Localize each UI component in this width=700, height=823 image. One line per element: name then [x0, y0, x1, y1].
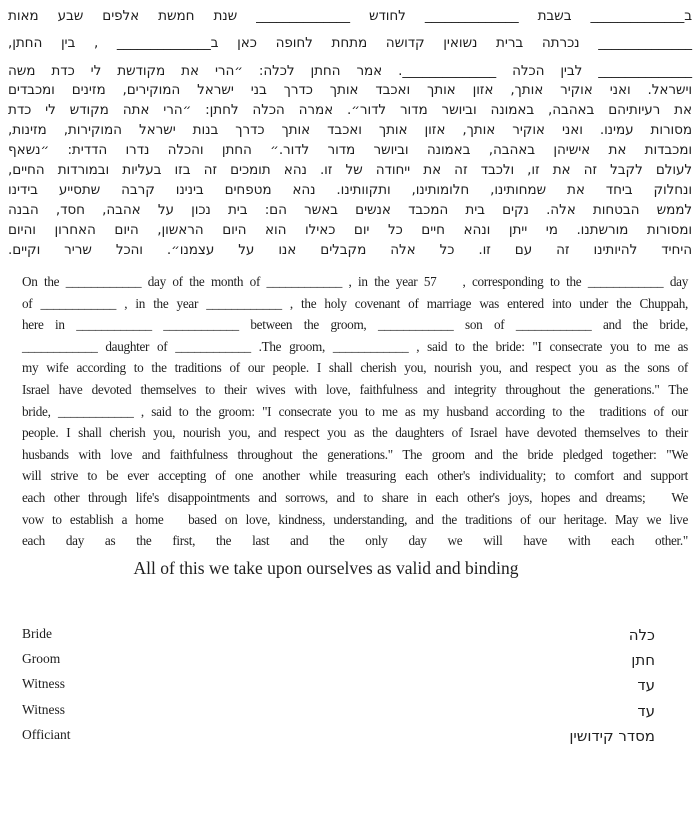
signature-row-groom [22, 651, 688, 676]
groom-label-en: Groom [22, 651, 61, 667]
english-line: bride, ____________ , said to the groom: "I consecrate you to me as my husband according to the traditions of our [22, 403, 688, 419]
officiant-label-en: Officiant [22, 726, 71, 742]
english-text-block [22, 272, 688, 553]
english-line: each other through life's disappointments and sorrows, and to share in each other's joys, hopes and dreams; We [22, 489, 688, 505]
officiant-label-he: מסדר קידושין [569, 726, 655, 745]
signature-row-witness-2 [22, 702, 688, 727]
english-line: will strive to be ever accepting of one another while treasuring each other's individuality; to comfort and support [22, 468, 688, 484]
english-line: ____________ daughter of ____________ .The groom, ____________ , said to the bride: "I consecrate you to me as [22, 338, 688, 354]
witness-1-label-en: Witness [22, 676, 65, 692]
groom-label-he: חתן [631, 651, 655, 670]
hebrew-line: ונחלוק ביחד את שמחותינו, חלומותינו, ותקוותינו. נהא מטפחים בינינו קרבה שתסייע בידינו [8, 182, 692, 198]
hebrew-line: ומכבדות את אישיהן באהבה, באמונה וביושר מדור לדור.״ החתן והכלה נדרו הדדית: ״נשאף [8, 142, 692, 158]
english-line: people. I shall cherish you, nourish you, and respect you as the daughters of Israel have devoted themselves to their [22, 425, 688, 441]
signature-row-officiant [22, 727, 688, 752]
hebrew-line: לממש הבטחות אלה. נקים בית המכבד אנשים באשר הם: בית נכון על אהבה, חסד, הבנה [8, 202, 692, 218]
english-line: my wife according to the traditions of our people. I shall cherish you, nourish you, and respect you as the sons of [22, 360, 688, 376]
english-line: vow to establish a home based on love, kindness, understanding, and the traditions of our heritage. May we live [22, 511, 688, 527]
hebrew-line: וישראל. ואני אוקיר אותך, אזון אותך ואכבד אותך כדרך בני ישראל המוקירים, מזינים ומכבדים [8, 82, 692, 98]
hebrew-line: את רעיותיהם באהבה, באמונה וביושר מדור לדור״. אמרה הכלה לחתן: ״הרי אתה מקודש לי כדת [8, 102, 692, 118]
witness-2-label-en: Witness [22, 701, 65, 717]
bride-label-he: כלה [628, 626, 655, 644]
english-line: On the ____________ day of the month of ____________ , in the year 57 , corresponding to the ____________ day [22, 274, 688, 289]
english-line: each day as the first, the last and the only day we will have with each other." [22, 533, 688, 549]
signature-block [22, 626, 688, 752]
signature-row-witness-1 [22, 676, 688, 701]
hebrew-line: ______________ נכרתה ברית נשואין קדושה מתחת לחופה כאן ב______________ , בין החתן, [8, 35, 692, 51]
hebrew-line: מסורות עמינו. ואני אוקיר אותך, אזון אותך ואכבד אותך כדרך בנות ישראל המוקירות, מזינות, [8, 122, 692, 138]
hebrew-line: ______________ לבין הכלה ______________. אמר החתן לכלה: ״הרי את מקודשת לי כדת משה [8, 63, 692, 79]
hebrew-line: ב______________ בשבת ______________ לחודש ______________ שנת חמשת אלפים שבע מאות [8, 8, 692, 24]
english-line: husbands with love and faithfulness throughout the generations." The groom and the bride pledged together: "We [22, 446, 688, 462]
english-line: of ____________ , in the year ____________ , the holy covenant of marriage was entered into under the Chuppah, [22, 295, 688, 311]
signature-row-bride [22, 626, 688, 651]
hebrew-line: ומסורות מורשתנו. מי ייתן ונהא חיים כל יום כאילו הוא היום הראשון, היום האחרון והיום [8, 222, 692, 238]
hebrew-line: היחיד להיותינו זה עם זו. כל אלה מקבלים אנו על עצמנו״. והכל שריר וקיים. [8, 242, 692, 258]
english-line: Israel have devoted themselves to their wives with love, faithfulness and integrity throughout the generations." The [22, 381, 688, 397]
hebrew-text-block [0, 0, 700, 261]
witness-2-label-he: עד [637, 701, 655, 720]
witness-1-label-he: עד [637, 676, 655, 695]
english-line: here in ____________ ____________ between the groom, ____________ son of ____________ and the bride, [22, 317, 688, 333]
hebrew-line: לעולם לקבל זה את זו, ולכבד זה את ייחודה של זו. נהא תומכים זה בזו בעליות ובמורדות החיים, [8, 162, 692, 178]
bride-label-en: Bride [22, 626, 52, 641]
closing-declaration: All of this we take upon ourselves as valid and binding [133, 557, 519, 578]
